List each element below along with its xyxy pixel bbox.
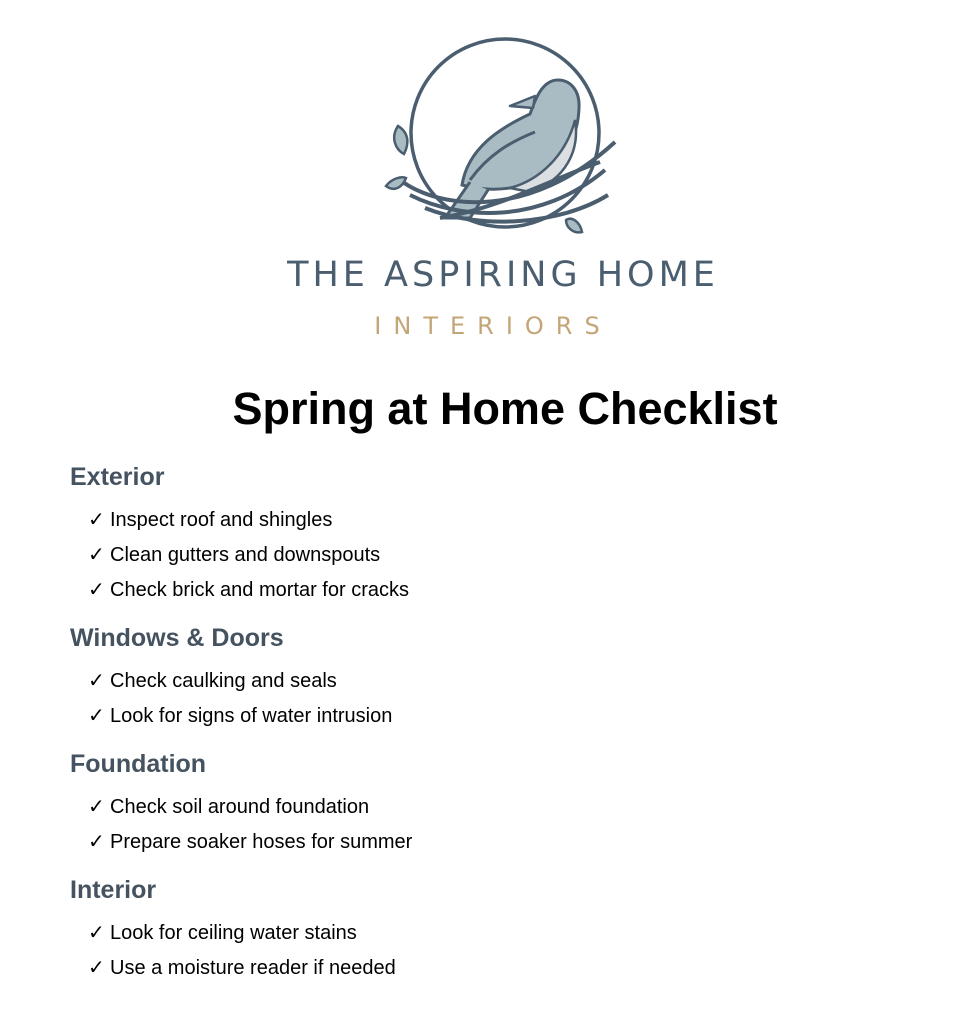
section-windows-doors: [70, 621, 930, 733]
checklist: [70, 460, 930, 999]
section-heading: Windows & Doors: [70, 624, 284, 652]
bird-in-nest-icon: [370, 30, 630, 240]
checklist-item-label: Check brick and mortar for cracks: [110, 579, 409, 601]
checklist-item: [88, 698, 930, 733]
checkmark-icon: ✓: [88, 794, 105, 818]
section-exterior: [70, 460, 930, 607]
checkmark-icon: ✓: [88, 507, 105, 531]
leaf-icon: [566, 219, 582, 233]
checklist-item-label: Check soil around foundation: [110, 796, 370, 818]
checklist-item-label: Inspect roof and shingles: [110, 509, 333, 531]
checklist-item: [88, 537, 930, 572]
section-heading: Exterior: [70, 463, 165, 491]
bird-beak: [510, 96, 535, 108]
section-interior: [70, 873, 930, 985]
checkmark-icon: ✓: [88, 920, 105, 944]
checkmark-icon: ✓: [88, 955, 105, 979]
section-heading: Foundation: [70, 750, 207, 778]
checkmark-icon: ✓: [88, 577, 105, 601]
checklist-item-label: Check caulking and seals: [110, 670, 337, 692]
leaf-icon: [394, 126, 407, 154]
page-title: Spring at Home Checklist: [232, 383, 778, 434]
checklist-item-label: Use a moisture reader if needed: [110, 957, 396, 979]
checklist-item: [88, 663, 930, 698]
checkmark-icon: ✓: [88, 542, 105, 566]
checkmark-icon: ✓: [88, 703, 105, 727]
leaf-icon: [386, 177, 406, 189]
checklist-item-label: Clean gutters and downspouts: [110, 544, 381, 566]
checklist-item-label: Look for signs of water intrusion: [110, 705, 393, 727]
section-heading: Interior: [70, 876, 157, 904]
checklist-item: [88, 950, 930, 985]
section-foundation: [70, 747, 930, 859]
checklist-item: [88, 915, 930, 950]
brand-subtitle: INTERIORS: [374, 312, 612, 340]
checklist-item-label: Prepare soaker hoses for summer: [110, 831, 413, 853]
checkmark-icon: ✓: [88, 668, 105, 692]
checklist-item-label: Look for ceiling water stains: [110, 922, 357, 944]
checkmark-icon: ✓: [88, 829, 105, 853]
logo: [370, 30, 630, 240]
checklist-item: [88, 572, 930, 607]
checklist-item: [88, 824, 930, 859]
brand-name: THE ASPIRING HOME: [287, 255, 719, 295]
checklist-item: [88, 502, 930, 537]
checklist-item: [88, 789, 930, 824]
